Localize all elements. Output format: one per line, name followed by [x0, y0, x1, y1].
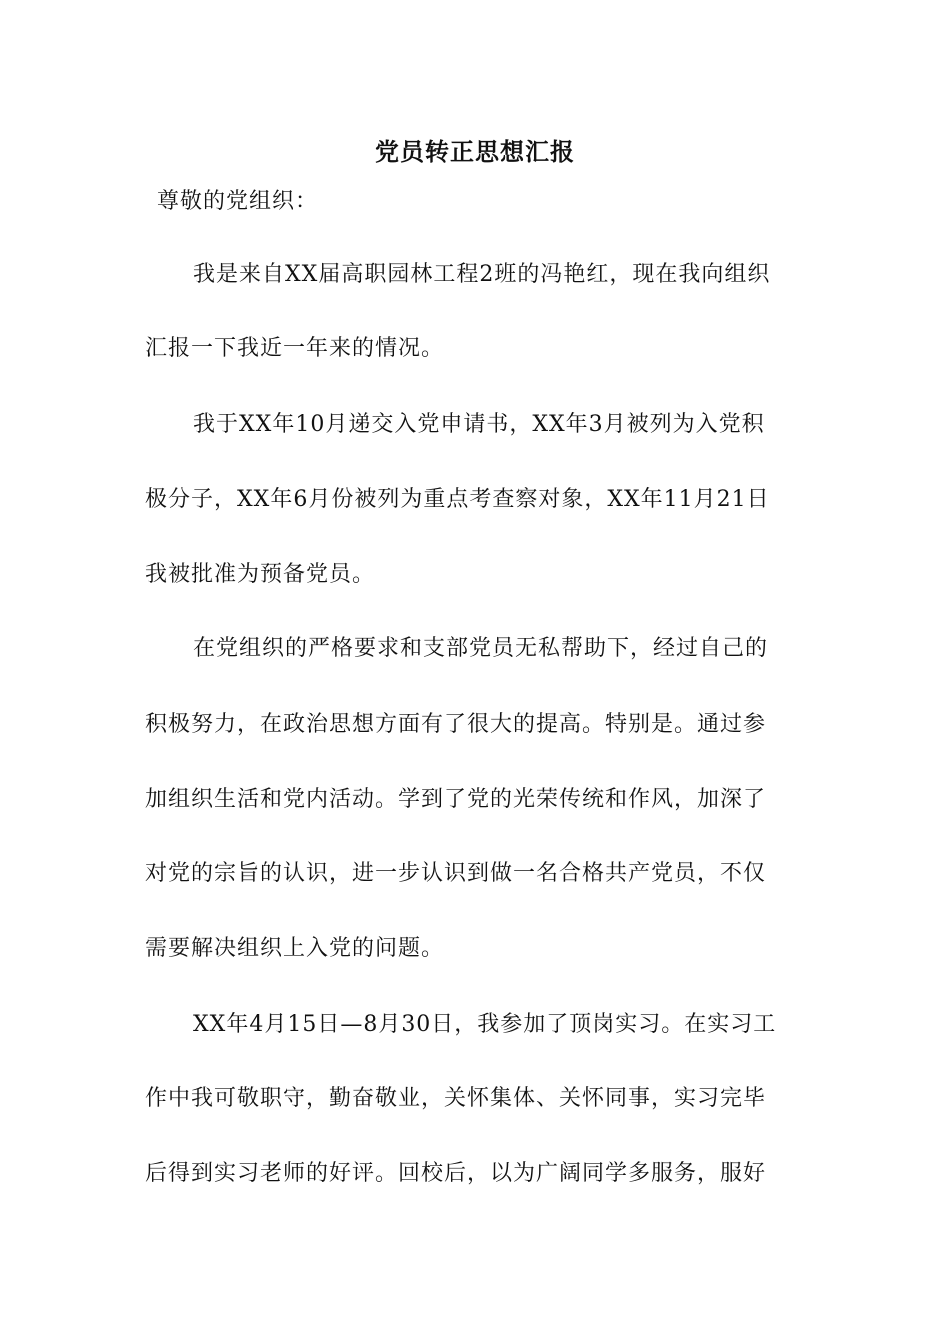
paragraph-line: 作中我可敬职守，勤奋敬业，关怀集体、关怀同事，实习完毕 — [145, 1086, 767, 1111]
paragraph-line: 我于XX年10月递交入党申请书，XX年3月被列为入党积 — [193, 412, 765, 437]
paragraph-line: 对党的宗旨的认识，进一步认识到做一名合格共产党员，不仅 — [145, 861, 767, 886]
paragraph-line: 加组织生活和党内活动。学到了党的光荣传统和作风，加深了 — [145, 787, 767, 812]
paragraph-line: 我被批准为预备党员。 — [145, 562, 376, 587]
paragraph-line: 极分子，XX年6月份被列为重点考查察对象，XX年11月21日 — [145, 487, 770, 512]
paragraph-line: 我是来自XX届高职园林工程2班的冯艳红，现在我向组织 — [193, 262, 771, 287]
paragraph-line: 在党组织的严格要求和支部党员无私帮助下，经过自己的 — [193, 636, 769, 661]
paragraph-line: 需要解决组织上入党的问题。 — [145, 936, 445, 961]
paragraph-line: 积极努力，在政治思想方面有了很大的提高。特别是。通过参 — [145, 712, 767, 737]
paragraph-line: 后得到实习老师的好评。回校后，以为广阔同学多服务，服好 — [145, 1161, 767, 1186]
paragraph-line: 汇报一下我近一年来的情况。 — [145, 336, 445, 361]
salutation: 尊敬的党组织： — [157, 189, 319, 214]
paragraph-line: XX年4月15日—8月30日，我参加了顶岗实习。在实习工 — [193, 1012, 777, 1037]
document-title: 党员转正思想汇报 — [375, 137, 575, 166]
